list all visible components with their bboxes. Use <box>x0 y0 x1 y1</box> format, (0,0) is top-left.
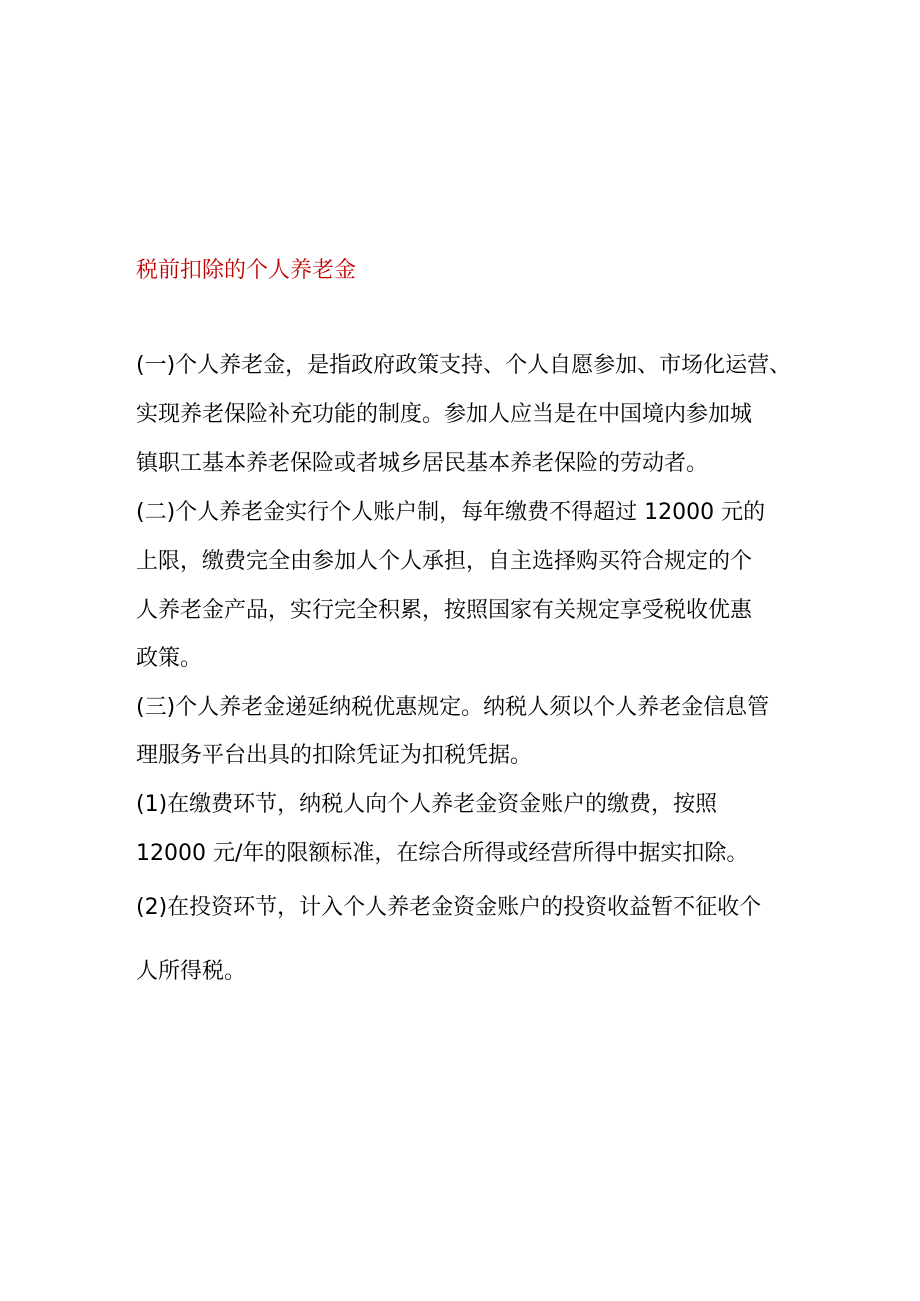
paragraph-4-line-2: 12000 元/年的限额标准，在综合所得或经营所得中据实扣除。 <box>136 841 749 866</box>
paragraph-4-line-1: (1)在缴费环节，纳税人向个人养老金资金账户的缴费，按照 <box>136 792 718 817</box>
paragraph-3-line-1: (三)个人养老金递延纳税优惠规定。纳税人须以个人养老金信息管 <box>136 695 770 720</box>
paragraph-2-line-2: 上限，缴费完全由参加人个人承担，自主选择购买符合规定的个 <box>136 549 753 574</box>
paragraph-5-line-2: 人所得税。 <box>136 959 247 984</box>
paragraph-3-line-2: 理服务平台出具的扣除凭证为扣税凭据。 <box>136 743 533 768</box>
paragraph-1-line-1: (一)个人养老金，是指政府政策支持、个人自愿参加、市场化运营、 <box>136 353 792 378</box>
paragraph-2-line-1: (二)个人养老金实行个人账户制，每年缴费不得超过 12000 元的 <box>136 500 766 525</box>
paragraph-5-line-1: (2)在投资环节，计入个人养老金资金账户的投资收益暂不征收个 <box>136 895 762 920</box>
paragraph-2-line-4: 政策。 <box>136 646 203 671</box>
paragraph-1-line-2: 实现养老保险补充功能的制度。参加人应当是在中国境内参加城 <box>136 402 753 427</box>
document-title: 税前扣除的个人养老金 <box>136 258 357 283</box>
paragraph-2-line-3: 人养老金产品，实行完全积累，按照国家有关规定享受税收优惠 <box>136 598 753 623</box>
paragraph-1-line-3: 镇职工基本养老保险或者城乡居民基本养老保险的劳动者。 <box>136 451 709 476</box>
